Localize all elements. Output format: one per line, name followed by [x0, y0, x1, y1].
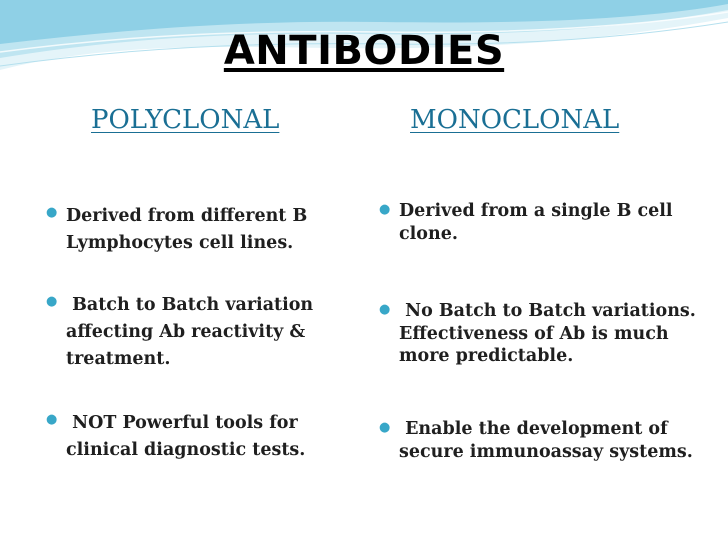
slide-title: ANTIBODIES [223, 28, 505, 74]
bullet-icon: ● [46, 412, 58, 427]
bullet-text: Derived from a single B cell clone. [399, 201, 673, 244]
bullet-icon: ● [379, 202, 391, 217]
polyclonal-point-1 [46, 203, 336, 257]
bullet-text: No Batch to Batch variations. Effectiveness of Ab is much more predictable. [399, 301, 702, 366]
bullet-icon: ● [379, 420, 391, 435]
bullet-icon: ● [379, 302, 391, 317]
bullet-text: Enable the development of secure immunoassay systems. [399, 419, 693, 462]
bullet-text: Derived from different B Lymphocytes cell lines. [66, 206, 308, 253]
bullet-icon: ● [46, 205, 58, 220]
column-heading-polyclonal: POLYCLONAL [91, 105, 280, 135]
bullet-icon: ● [46, 294, 58, 309]
polyclonal-point-2 [46, 292, 336, 373]
polyclonal-point-3 [46, 410, 336, 464]
monoclonal-point-1 [379, 200, 699, 245]
column-heading-monoclonal: MONOCLONAL [410, 105, 620, 135]
monoclonal-point-2 [379, 300, 702, 368]
bullet-text: NOT Powerful tools for clinical diagnostic tests. [66, 413, 306, 460]
bullet-text: Batch to Batch variation affecting Ab reactivity & treatment. [66, 295, 320, 369]
monoclonal-point-3 [379, 418, 699, 463]
